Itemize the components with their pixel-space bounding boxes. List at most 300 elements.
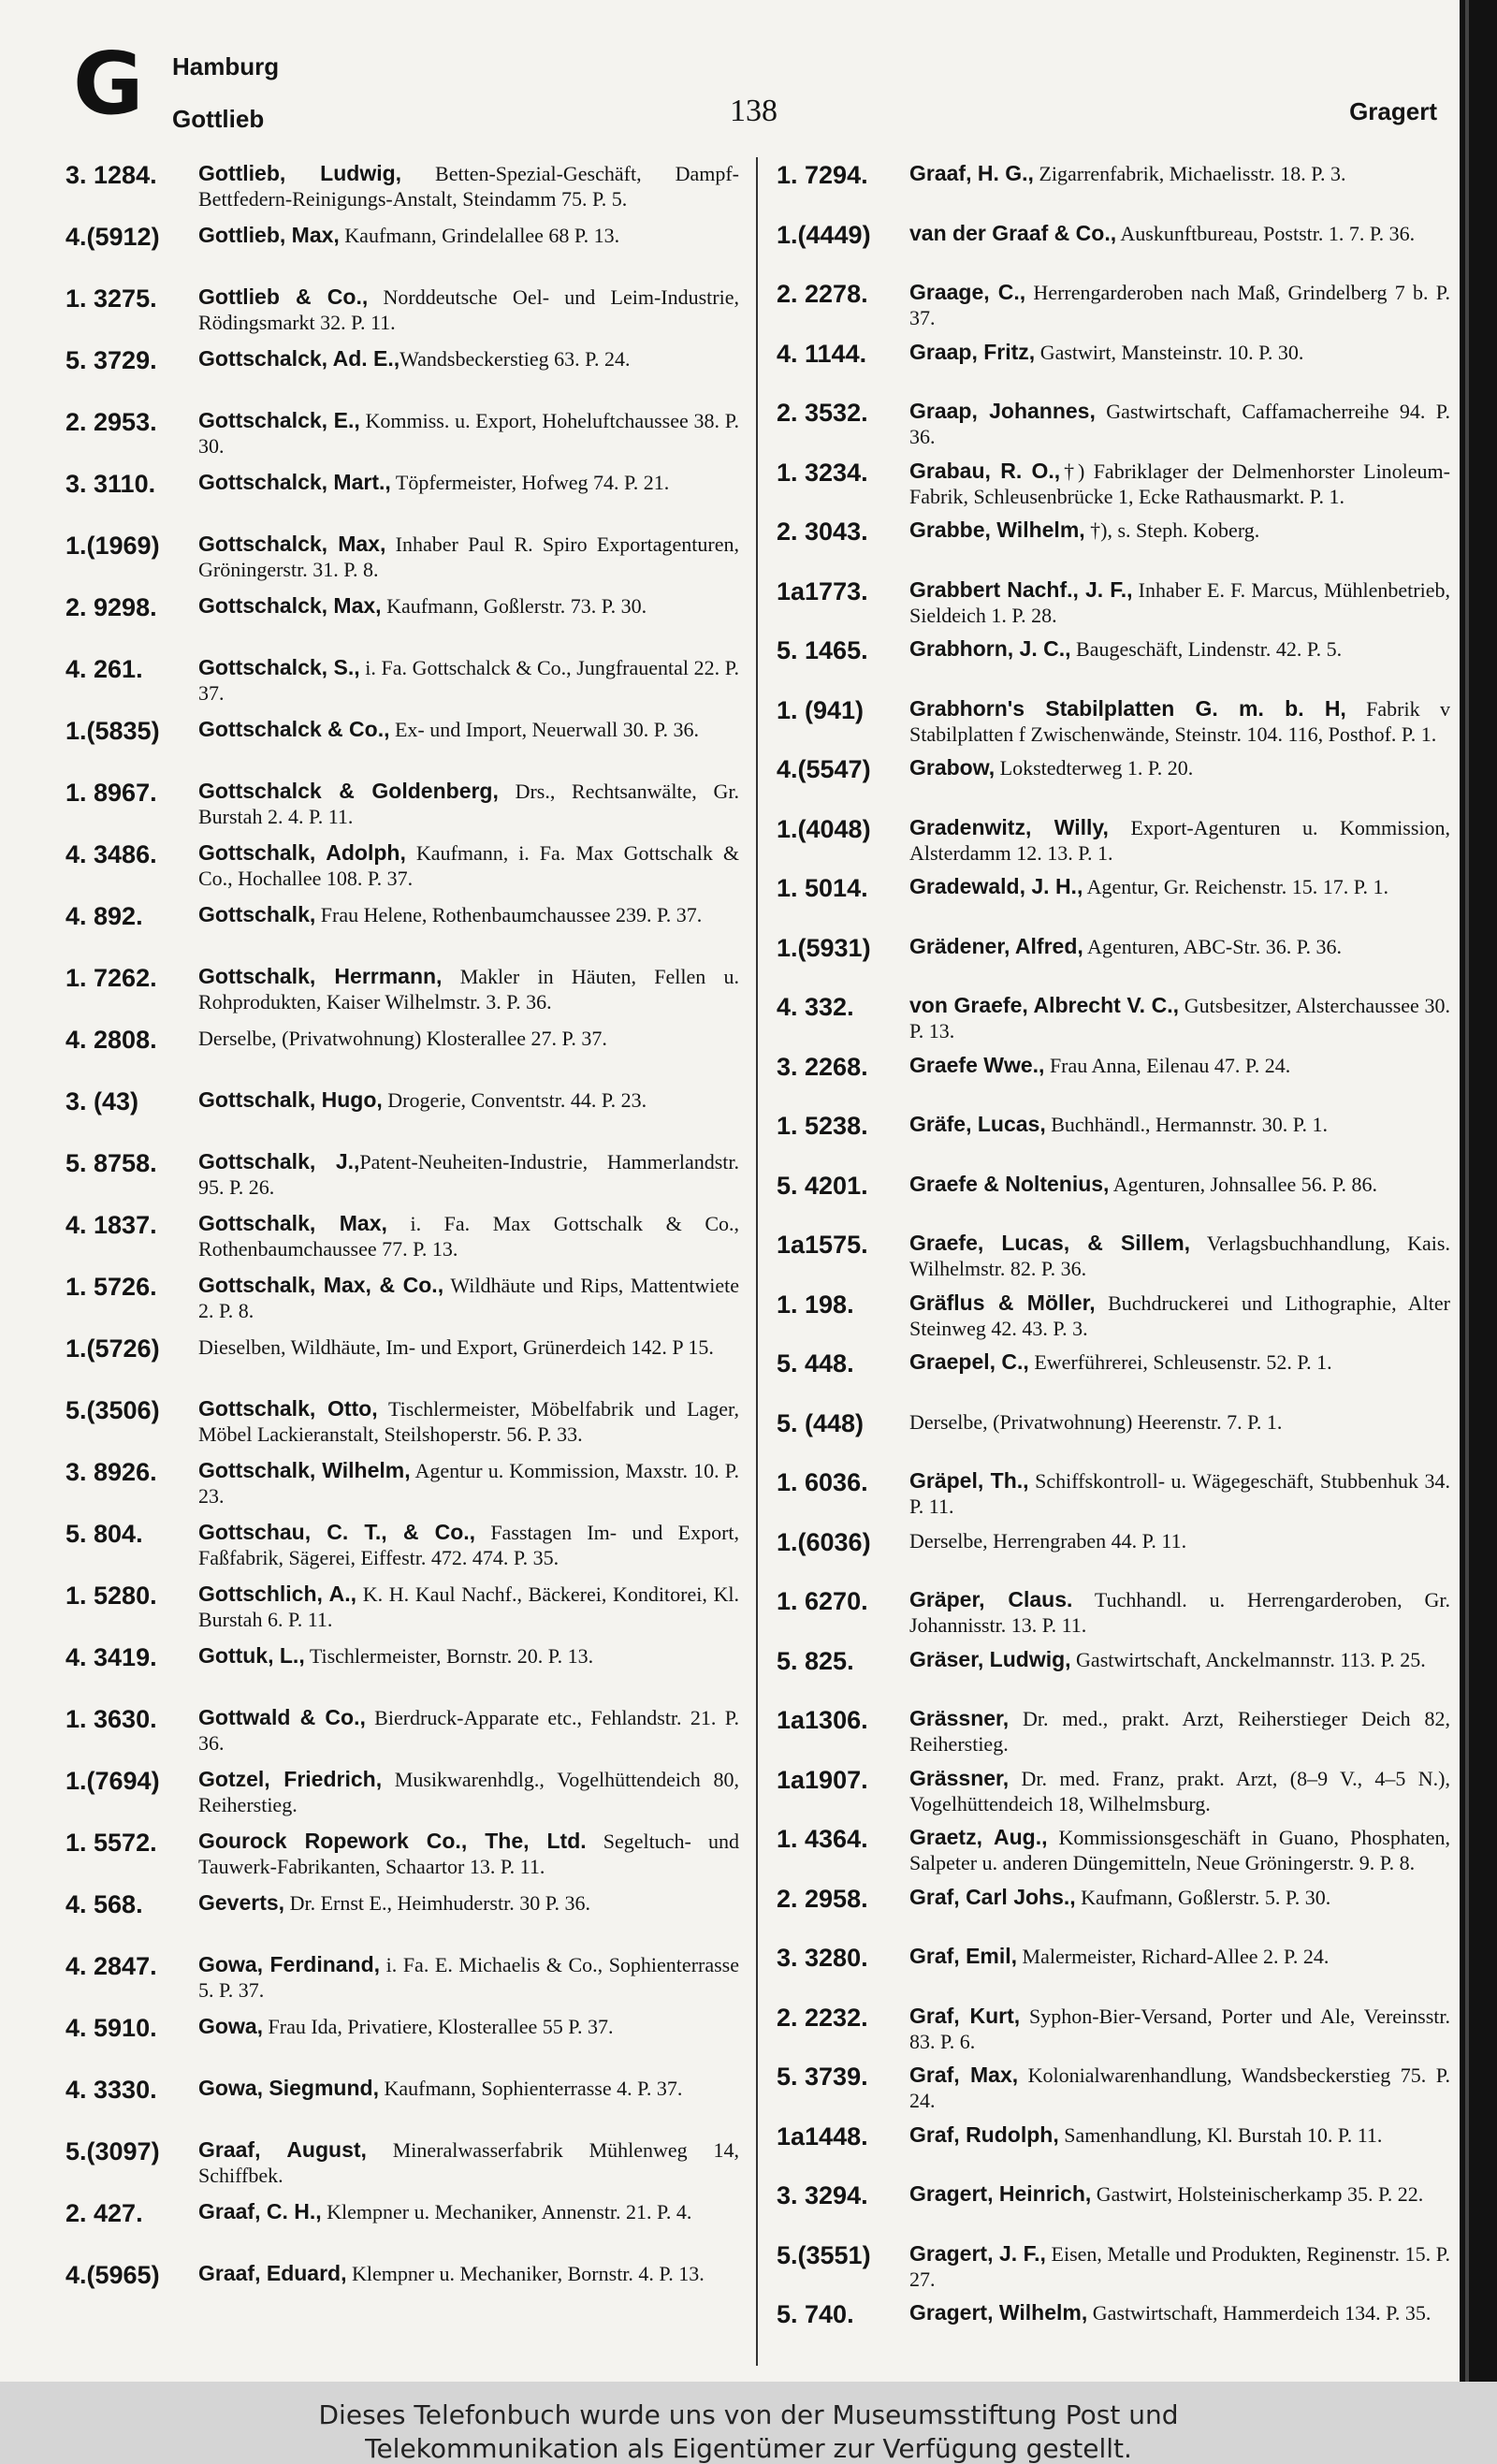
directory-entry	[777, 1528, 1450, 1581]
entry-details: Herrengarderoben nach Maß, Grindelberg 7 b. P. 37.	[909, 281, 1450, 329]
subscriber-name: Gragert, Heinrich,	[909, 2181, 1092, 2206]
directory-entry	[777, 815, 1450, 868]
entry-body	[198, 284, 739, 337]
directory-entry	[777, 399, 1450, 451]
phone-number: 1a1773.	[777, 576, 868, 605]
directory-entry	[65, 1890, 739, 1943]
entry-details: Lokstedterweg 1. P. 20.	[995, 756, 1194, 780]
entry-body	[909, 1172, 1450, 1224]
entry-details: Bierdruck-Apparate etc., Fehlandstr. 21. P. 36.	[198, 1706, 739, 1755]
directory-entry	[65, 1643, 739, 1696]
entry-body	[909, 636, 1450, 689]
subscriber-name: Graepel, C.,	[909, 1349, 1029, 1374]
entry-body	[909, 577, 1450, 630]
entry-details: Dieselben, Wildhäute, Im- und Export, Grünerdeich 142. P 15.	[198, 1335, 714, 1359]
entry-body	[198, 408, 739, 460]
directory-entry	[777, 1290, 1450, 1343]
subscriber-name: Grabbe, Wilhelm,	[909, 518, 1085, 542]
subscriber-name: Gottschlich, A.,	[198, 1582, 357, 1606]
entry-details: Musikwarenhdlg., Vogelhüttendeich 80, Reiherstieg.	[198, 1768, 739, 1816]
entry-details: Norddeutsche Oel- und Leim-Industrie, Rödingsmarkt 32. P. 11.	[198, 285, 739, 334]
phone-number: 1. 3630.	[65, 1705, 157, 1733]
subscriber-name: Gottschalck, Mart.,	[198, 470, 391, 494]
subscriber-name: Gräflus & Möller,	[909, 1290, 1096, 1315]
phone-number: 5.(3097)	[65, 2137, 160, 2165]
entry-details: Tischlermeister, Möbelfabrik und Lager, Möbel Lackieranstalt, Steilshoperstr. 56. P. 33.	[198, 1397, 739, 1446]
entry-body	[198, 1026, 739, 1078]
phone-number: 1a1907.	[777, 1765, 868, 1794]
directory-entry	[65, 346, 739, 399]
directory-entry	[777, 2063, 1450, 2115]
entry-body	[909, 1587, 1450, 1640]
page-edge-shadow	[1460, 0, 1497, 2382]
entry-details: Wandsbeckerstieg 63. P. 24.	[400, 347, 631, 371]
entry-body	[198, 1767, 739, 1819]
subscriber-name: Gräser, Ludwig,	[909, 1646, 1071, 1671]
phone-number: 1. 5572.	[65, 1829, 157, 1857]
entry-details: Agentur, Gr. Reichenstr. 15. 17. P. 1.	[1083, 875, 1389, 898]
phone-number: 3. 3110.	[65, 470, 156, 498]
entry-details: Patent-Neuheiten-Industrie, Hammerlandstr. 95. P. 26.	[198, 1150, 739, 1199]
subscriber-name: Grässner,	[909, 1765, 1010, 1790]
phone-number: 2. 3043.	[777, 518, 868, 546]
directory-entry	[777, 1885, 1450, 1937]
entry-details: †) Fabriklager der Delmenhorster Linoleum-Fabrik, Schleusenbrücke 1, Ecke Rathausmarkt. P. 1.	[909, 459, 1450, 508]
entry-details: Kaufmann, Goßlerstr. 73. P. 30.	[381, 594, 647, 618]
entry-details: Agenturen, Johnsallee 56. P. 86.	[1109, 1172, 1378, 1196]
entry-details: Kommiss. u. Export, Hoheluftchaussee 38. P. 30.	[198, 409, 739, 458]
city-name: Hamburg	[172, 52, 280, 80]
section-letter: G	[73, 34, 144, 134]
entry-details: Gastwirtschaft, Anckelmannstr. 113. P. 25.	[1070, 1647, 1426, 1671]
subscriber-name: Graf, Carl Johs.,	[909, 1884, 1076, 1909]
directory-entry	[777, 874, 1450, 926]
entry-body	[909, 1944, 1450, 1996]
directory-entry	[777, 1172, 1450, 1224]
subscriber-name: Graaf, C. H.,	[198, 2199, 322, 2223]
directory-entry	[65, 840, 739, 893]
directory-entry	[777, 518, 1450, 570]
directory-entry	[777, 755, 1450, 808]
phone-number: 1.(4048)	[777, 814, 871, 843]
phone-number: 4. 892.	[65, 902, 143, 930]
entry-details: Drs., Rechtsanwälte, Gr. Burstah 2. 4. P. 11.	[198, 780, 739, 828]
directory-entry	[65, 1273, 739, 1325]
subscriber-name: Gottschalck, S.,	[198, 655, 360, 679]
entry-details: Kaufmann, Goßlerstr. 5. P. 30.	[1075, 1885, 1331, 1909]
phone-number: 2. 3532.	[777, 399, 868, 427]
phone-number: 2. 2958.	[777, 1884, 868, 1913]
subscriber-name: Grabau, R. O.,	[909, 458, 1061, 483]
entry-details: Fabrik v Stabilplatten f Zwischenwände, Steinstr. 104. 116, Posthof. P. 1.	[909, 696, 1450, 746]
subscriber-name: Gottschalck, Max,	[198, 593, 382, 618]
phone-number: 4. 3486.	[65, 840, 157, 868]
subscriber-name: Graf, Emil,	[909, 1944, 1018, 1968]
subscriber-name: Gottschalk, Max, & Co.,	[198, 1273, 444, 1297]
phone-number: 3. (43)	[65, 1087, 139, 1115]
entry-body	[909, 518, 1450, 570]
directory-entry	[777, 161, 1450, 213]
entry-details: Dr. med., prakt. Arzt, Reiherstieger Deich 82, Reiherstieg.	[909, 1707, 1450, 1756]
subscriber-name: Graage, C.,	[909, 280, 1026, 304]
last-entry-keyword: Gragert	[1349, 97, 1437, 125]
entry-details: Töpfermeister, Hofweg 74. P. 21.	[390, 471, 670, 494]
entry-body	[198, 532, 739, 584]
phone-number: 4. 3330.	[65, 2076, 157, 2104]
subscriber-name: Gottschalck & Goldenberg,	[198, 779, 499, 803]
subscriber-name: Grädener, Alfred,	[909, 933, 1083, 958]
entry-details: Derselbe, Herrengraben 44. P. 11.	[909, 1528, 1187, 1553]
subscriber-name: Graefe Wwe.,	[909, 1052, 1045, 1077]
left-column	[65, 161, 739, 2355]
directory-entry	[65, 1087, 739, 1140]
entry-details: Drogerie, Conventstr. 44. P. 23.	[382, 1088, 647, 1112]
phone-number: 4. 2808.	[65, 1026, 157, 1054]
entry-details: Export-Agenturen u. Kommission, Alsterdamm 12. 13. P. 1.	[909, 815, 1450, 865]
entry-body	[909, 696, 1450, 749]
subscriber-name: Gourock Ropework Co., The, Ltd.	[198, 1829, 587, 1853]
entry-body	[198, 1829, 739, 1881]
phone-number: 1. 6036.	[777, 1468, 868, 1496]
subscriber-name: Gottschalck & Co.,	[198, 717, 390, 741]
entry-body	[909, 280, 1450, 332]
entry-details: Kolonialwarenhandlung, Wandsbeckerstieg 75. P. 24.	[909, 2063, 1450, 2112]
entry-body	[909, 1409, 1450, 1462]
phone-number: 3. 3280.	[777, 1944, 868, 1972]
subscriber-name: Geverts,	[198, 1890, 285, 1915]
entry-body	[909, 2004, 1450, 2056]
phone-number: 4. 332.	[777, 993, 854, 1021]
footer-notice	[0, 2382, 1497, 2464]
directory-entry	[777, 1053, 1450, 1105]
directory-entry	[777, 1587, 1450, 1640]
entry-body	[909, 340, 1450, 392]
directory-entry	[65, 1334, 739, 1387]
entry-details: Inhaber E. F. Marcus, Mühlenbetrieb, Sieldeich 1. P. 28.	[909, 577, 1450, 627]
subscriber-name: Graefe & Noltenius,	[909, 1171, 1110, 1196]
entry-body	[198, 2137, 739, 2190]
subscriber-name: Gottschalk, Otto,	[198, 1396, 378, 1421]
subscriber-name: Gottwald & Co.,	[198, 1705, 366, 1729]
directory-entry	[65, 1026, 739, 1078]
entry-body	[909, 2300, 1450, 2353]
entry-details: i. Fa. Max Gottschalk & Co., Rothenbaumchaussee 77. P. 13.	[198, 1212, 739, 1261]
entry-body	[198, 1705, 739, 1757]
phone-number: 5. 1465.	[777, 636, 868, 664]
footer-line-1: Dieses Telefonbuch wurde uns von der Museumsstiftung Post und	[318, 2399, 1179, 2430]
directory-entry	[65, 223, 739, 275]
directory-entry	[777, 1706, 1450, 1758]
entry-body	[909, 934, 1450, 986]
phone-number: 5. 740.	[777, 2300, 854, 2328]
entry-details: Samenhandlung, Kl. Burstah 10. P. 11.	[1058, 2122, 1383, 2147]
entry-body	[909, 1053, 1450, 1105]
phone-number: 2. 2232.	[777, 2003, 868, 2032]
subscriber-name: Grässner,	[909, 1706, 1010, 1730]
entry-details: Dr. med. Franz, prakt. Arzt, (8–9 V., 4–5 N.), Vogelhüttendeich 18, Wilhelmsburg.	[909, 1766, 1450, 1815]
entry-body	[909, 1885, 1450, 1937]
phone-number: 1. 198.	[777, 1290, 854, 1319]
directory-entry	[777, 1349, 1450, 1402]
directory-entry	[777, 1231, 1450, 1283]
entry-details: Kaufmann, i. Fa. Max Gottschalk & Co., Hochallee 108. P. 37.	[198, 841, 739, 890]
entry-body	[198, 346, 739, 399]
phone-number: 1. 4364.	[777, 1825, 868, 1853]
entry-body	[909, 2063, 1450, 2115]
entry-body	[198, 964, 739, 1016]
entry-details: Agentur u. Kommission, Maxstr. 10. P. 23.	[198, 1459, 739, 1508]
subscriber-name: Gottschalck, Max,	[198, 532, 386, 556]
subscriber-name: Gradewald, J. H.,	[909, 874, 1083, 898]
entry-details: Syphon-Bier-Versand, Porter und Ale, Vereinsstr. 83. P. 6.	[909, 2004, 1450, 2053]
subscriber-name: Gottschalck, Ad. E.,	[198, 346, 400, 371]
entry-body	[198, 161, 739, 213]
subscriber-name: Graap, Johannes,	[909, 399, 1096, 423]
directory-entry	[65, 1149, 739, 1202]
directory-entry	[65, 1520, 739, 1572]
entry-details: Fasstagen Im- und Export, Faßfabrik, Sägerei, Eiffestr. 472. 474. P. 35.	[198, 1521, 739, 1569]
subscriber-name: Graf, Max,	[909, 2063, 1019, 2087]
entry-body	[909, 221, 1450, 273]
phone-number: 5.(3506)	[65, 1396, 160, 1424]
entry-body	[198, 1582, 739, 1634]
directory-entry	[777, 1766, 1450, 1818]
entry-details: Gastwirtschaft, Hammerdeich 134. P. 35.	[1087, 2301, 1432, 2325]
entry-body	[198, 2076, 739, 2128]
entry-details: i. Fa. Gottschalck & Co., Jungfrauental 22. P. 37.	[198, 656, 739, 705]
phone-number: 5. 804.	[65, 1520, 143, 1548]
phone-number: 3. 8926.	[65, 1458, 157, 1486]
entry-body	[909, 1647, 1450, 1699]
entry-body	[909, 1766, 1450, 1818]
directory-entry	[777, 221, 1450, 273]
phone-number: 5.(3551)	[777, 2240, 871, 2269]
entry-body	[909, 755, 1450, 808]
entry-body	[198, 840, 739, 893]
entry-details: Zigarrenfabrik, Michaelisstr. 18. P. 3.	[1033, 162, 1346, 185]
entry-body	[909, 1231, 1450, 1283]
entry-body	[198, 2014, 739, 2066]
phone-number: 1. (941)	[777, 695, 865, 724]
directory-entry	[65, 2076, 739, 2128]
directory-entry	[777, 696, 1450, 749]
entry-body	[198, 1087, 739, 1140]
entry-details: Gastwirt, Holsteinischerkamp 35. P. 22.	[1091, 2182, 1424, 2206]
entry-body	[909, 1825, 1450, 1877]
phone-number: 1a1575.	[777, 1231, 868, 1259]
entry-body	[909, 2122, 1450, 2175]
entry-details: Eisen, Metalle und Produkten, Reginenstr. 15. P. 27.	[909, 2241, 1450, 2291]
entry-body	[909, 459, 1450, 511]
subscriber-name: von Graefe, Albrecht V. C.,	[909, 993, 1180, 1017]
entry-body	[198, 223, 739, 275]
entry-details: Derselbe, (Privatwohnung) Heerenstr. 7. P. 1.	[909, 1409, 1283, 1434]
subscriber-name: Graetz, Aug.,	[909, 1825, 1048, 1849]
subscriber-name: Gottschalk, Max,	[198, 1211, 387, 1235]
subscriber-name: Gradenwitz, Willy,	[909, 814, 1109, 839]
entry-details: Gastwirtschaft, Caffamacherreihe 94. P. 36.	[909, 400, 1450, 448]
directory-entry	[777, 1825, 1450, 1877]
entry-body	[909, 399, 1450, 451]
phone-number: 1. 3275.	[65, 284, 157, 313]
subscriber-name: Gottschalk, Herrmann,	[198, 964, 443, 988]
phone-number: 2. 2953.	[65, 408, 157, 436]
entry-body	[909, 2181, 1450, 2234]
subscriber-name: Grabhorn, J. C.,	[909, 636, 1071, 661]
entry-details: Frau Anna, Eilenau 47. P. 24.	[1044, 1053, 1291, 1077]
entry-details: Baugeschäft, Lindenstr. 42. P. 5.	[1070, 637, 1343, 661]
right-column	[777, 161, 1450, 2355]
subscriber-name: Gottschalk, Wilhelm,	[198, 1458, 411, 1482]
subscriber-name: Gräpel, Th.,	[909, 1468, 1029, 1493]
directory-entry	[65, 593, 739, 646]
directory-entry	[777, 577, 1450, 630]
entry-details: Dr. Ernst E., Heimhuderstr. 30 P. 36.	[284, 1891, 590, 1915]
entry-body	[909, 1112, 1450, 1164]
phone-number: 1. 6270.	[777, 1587, 868, 1615]
entry-details: Auskunftbureau, Poststr. 1. 7. P. 36.	[1116, 221, 1416, 245]
phone-number: 1.(1969)	[65, 532, 160, 560]
entry-details: Derselbe, (Privatwohnung) Klosterallee 27. P. 37.	[198, 1027, 607, 1050]
subscriber-name: Gotzel, Friedrich,	[198, 1767, 383, 1791]
subscriber-name: Gräper, Claus.	[909, 1587, 1073, 1611]
phone-number: 3. 1284.	[65, 161, 157, 189]
phone-number: 1. 5726.	[65, 1273, 157, 1301]
entry-details: K. H. Kaul Nachf., Bäckerei, Konditorei, Kl. Burstah 6. P. 11.	[198, 1582, 739, 1631]
subscriber-name: Graaf, August,	[198, 2137, 367, 2162]
subscriber-name: Gräfe, Lucas,	[909, 1112, 1046, 1136]
subscriber-name: Graaf, H. G.,	[909, 161, 1034, 185]
phone-number: 2. 9298.	[65, 593, 157, 621]
entry-body	[198, 593, 739, 646]
entry-body	[198, 470, 739, 522]
subscriber-name: Grabow,	[909, 755, 996, 780]
directory-entry	[777, 280, 1450, 332]
directory-entry	[65, 470, 739, 522]
subscriber-name: Gottlieb, Max,	[198, 223, 340, 247]
subscriber-name: Gragert, J. F.,	[909, 2240, 1046, 2266]
phone-number: 1. 8967.	[65, 779, 157, 807]
entry-details: Inhaber Paul R. Spiro Exportagenturen, Gröningerstr. 31. P. 8.	[198, 532, 739, 581]
phone-number: 4.(5547)	[777, 755, 871, 783]
subscriber-name: Gowa, Siegmund,	[198, 2076, 379, 2100]
entry-details: Betten-Spezial-Geschäft, Dampf-Bettfedern-Reinigungs-Anstalt, Steindamm 75. P. 5.	[198, 162, 739, 211]
entry-body	[909, 1468, 1450, 1521]
first-entry-keyword: Gottlieb	[172, 105, 265, 133]
subscriber-name: Graap, Fritz,	[909, 339, 1036, 364]
entry-body	[909, 1528, 1450, 1581]
directory-entry	[65, 779, 739, 831]
entry-body	[198, 1211, 739, 1263]
directory-entry	[65, 532, 739, 584]
phone-number: 4. 2847.	[65, 1952, 157, 1980]
phone-number: 5. (448)	[777, 1408, 865, 1437]
directory-entry	[65, 1829, 739, 1881]
phone-number: 3. 3294.	[777, 2181, 868, 2209]
subscriber-name: Gottlieb, Ludwig,	[198, 161, 402, 185]
subscriber-name: Graf, Kurt,	[909, 2003, 1021, 2028]
entry-details: Mineralwasserfabrik Mühlenweg 14, Schiffbek.	[198, 2138, 739, 2187]
subscriber-name: Gottschalck, E.,	[198, 408, 360, 432]
phone-number: 4.(5912)	[65, 223, 160, 251]
page-number: 138	[730, 94, 778, 128]
subscriber-name: Gottschalk, Hugo,	[198, 1087, 383, 1112]
subscriber-name: Gottschalk,	[198, 902, 316, 926]
directory-entry	[65, 161, 739, 213]
entry-details: Buchdruckerei und Lithographie, Alter Steinweg 42. 43. P. 3.	[909, 1290, 1450, 1340]
subscriber-name: Gottschau, C. T., & Co.,	[198, 1520, 476, 1544]
entry-body	[909, 1290, 1450, 1343]
phone-number: 1.(4449)	[777, 220, 871, 249]
entry-details: Frau Helene, Rothenbaumchaussee 239. P. 37.	[315, 903, 703, 926]
phone-number: 1.(6036)	[777, 1527, 871, 1556]
entry-details: Segeltuch- und Tauwerk-Fabrikanten, Schaartor 13. P. 11.	[198, 1830, 739, 1878]
directory-entry	[777, 934, 1450, 986]
entry-body	[909, 161, 1450, 213]
directory-entry	[777, 636, 1450, 689]
entry-body	[198, 717, 739, 769]
directory-entry	[777, 993, 1450, 1045]
entry-details: Gastwirt, Mansteinstr. 10. P. 30.	[1035, 340, 1304, 364]
entry-details: i. Fa. E. Michaelis & Co., Sophienterrasse 5. P. 37.	[198, 1953, 739, 2002]
phone-number: 5. 3729.	[65, 346, 157, 374]
phone-number: 4. 5910.	[65, 2014, 157, 2042]
subscriber-name: Gragert, Wilhelm,	[909, 2300, 1088, 2325]
phone-number: 4. 3419.	[65, 1643, 157, 1671]
entry-details: Makler in Häuten, Fellen u. Rohprodukten, Kaiser Wilhelmstr. 3. P. 36.	[198, 965, 739, 1013]
subscriber-name: Gowa, Ferdinand,	[198, 1952, 381, 1976]
phone-number: 4. 1144.	[777, 339, 867, 368]
phone-number: 5. 448.	[777, 1349, 854, 1378]
footer-line-2: Telekommunikation als Eigentümer zur Verfügung gestellt.	[365, 2433, 1132, 2464]
directory-entry	[65, 2261, 739, 2313]
entry-details: Tischlermeister, Bornstr. 20. P. 13.	[304, 1644, 594, 1668]
directory-entry	[777, 459, 1450, 511]
directory-entry	[777, 2004, 1450, 2056]
entry-body	[198, 1273, 739, 1325]
entry-body	[198, 1890, 739, 1943]
directory-entry	[777, 2122, 1450, 2175]
entry-details: Buchhändl., Hermannstr. 30. P. 1.	[1045, 1113, 1328, 1136]
phone-number: 1.(7694)	[65, 1767, 160, 1795]
entry-body	[198, 902, 739, 955]
directory-entry	[65, 2199, 739, 2252]
entry-details: Klempner u. Mechaniker, Bornstr. 4. P. 13.	[346, 2262, 705, 2285]
phone-number: 1.(5931)	[777, 933, 871, 962]
directory-entry	[777, 1944, 1450, 1996]
entry-body	[198, 655, 739, 707]
directory-entry	[65, 1767, 739, 1819]
phone-number: 1. 7294.	[777, 161, 868, 189]
phone-number: 1.(5835)	[65, 717, 160, 745]
entry-body	[909, 1706, 1450, 1758]
directory-entry	[65, 1396, 739, 1449]
subscriber-name: Gottlieb & Co.,	[198, 284, 369, 309]
directory-entry	[65, 1582, 739, 1634]
entry-body	[198, 1952, 739, 2005]
phone-number: 4.(5965)	[65, 2261, 160, 2289]
phone-number: 5. 825.	[777, 1646, 854, 1675]
phone-number: 1. 5238.	[777, 1112, 868, 1140]
phone-number: 2. 2278.	[777, 280, 868, 308]
entry-details: †), s. Steph. Koberg.	[1084, 518, 1260, 542]
entry-body	[198, 1396, 739, 1449]
directory-entry	[777, 2300, 1450, 2353]
entry-details: Agenturen, ABC-Str. 36. P. 36.	[1083, 934, 1343, 958]
phone-number: 4. 1837.	[65, 1211, 157, 1239]
subscriber-name: Graefe, Lucas, & Sillem,	[909, 1231, 1191, 1255]
entry-body	[198, 779, 739, 831]
